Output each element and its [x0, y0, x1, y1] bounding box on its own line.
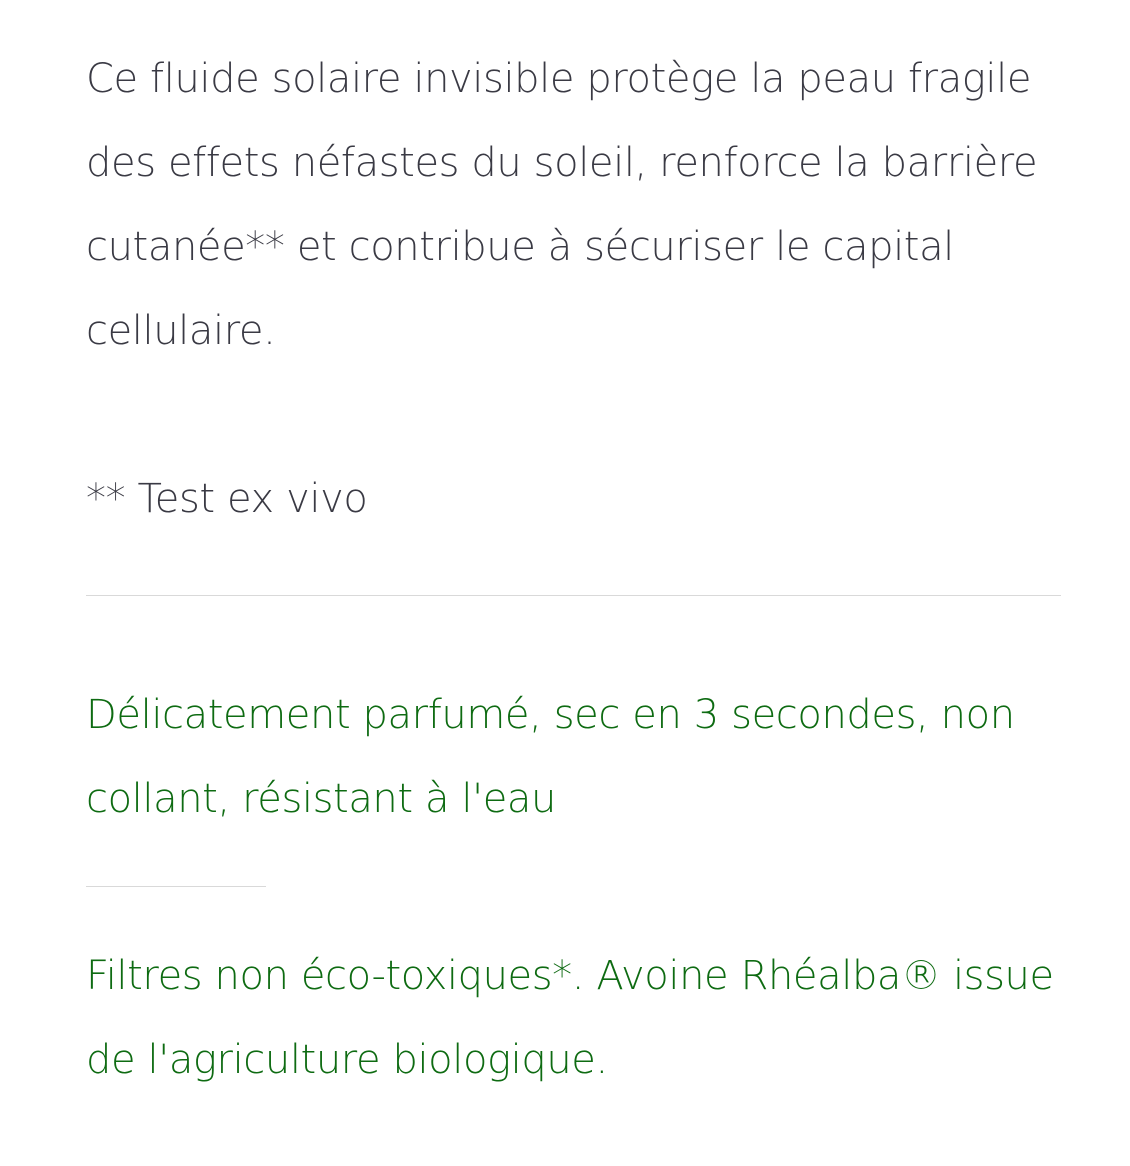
product-description: Ce fluide solaire invisible protège la peau fragile des effets néfastes du soleil, renforce la barrière cutanée** et contribue à sécuriser le capital cellulaire.	[86, 56, 1038, 354]
benefit-divider	[86, 886, 266, 887]
benefit-filters: Filtres non éco-toxiques*. Avoine Rhéalba® issue de l'agriculture biologique.	[86, 953, 1054, 1083]
benefit-texture: Délicatement parfumé, sec en 3 secondes, non collant, résistant à l'eau	[86, 692, 1015, 822]
footnote-test-ex-vivo: ** Test ex vivo	[86, 476, 368, 522]
section-divider	[86, 595, 1061, 596]
